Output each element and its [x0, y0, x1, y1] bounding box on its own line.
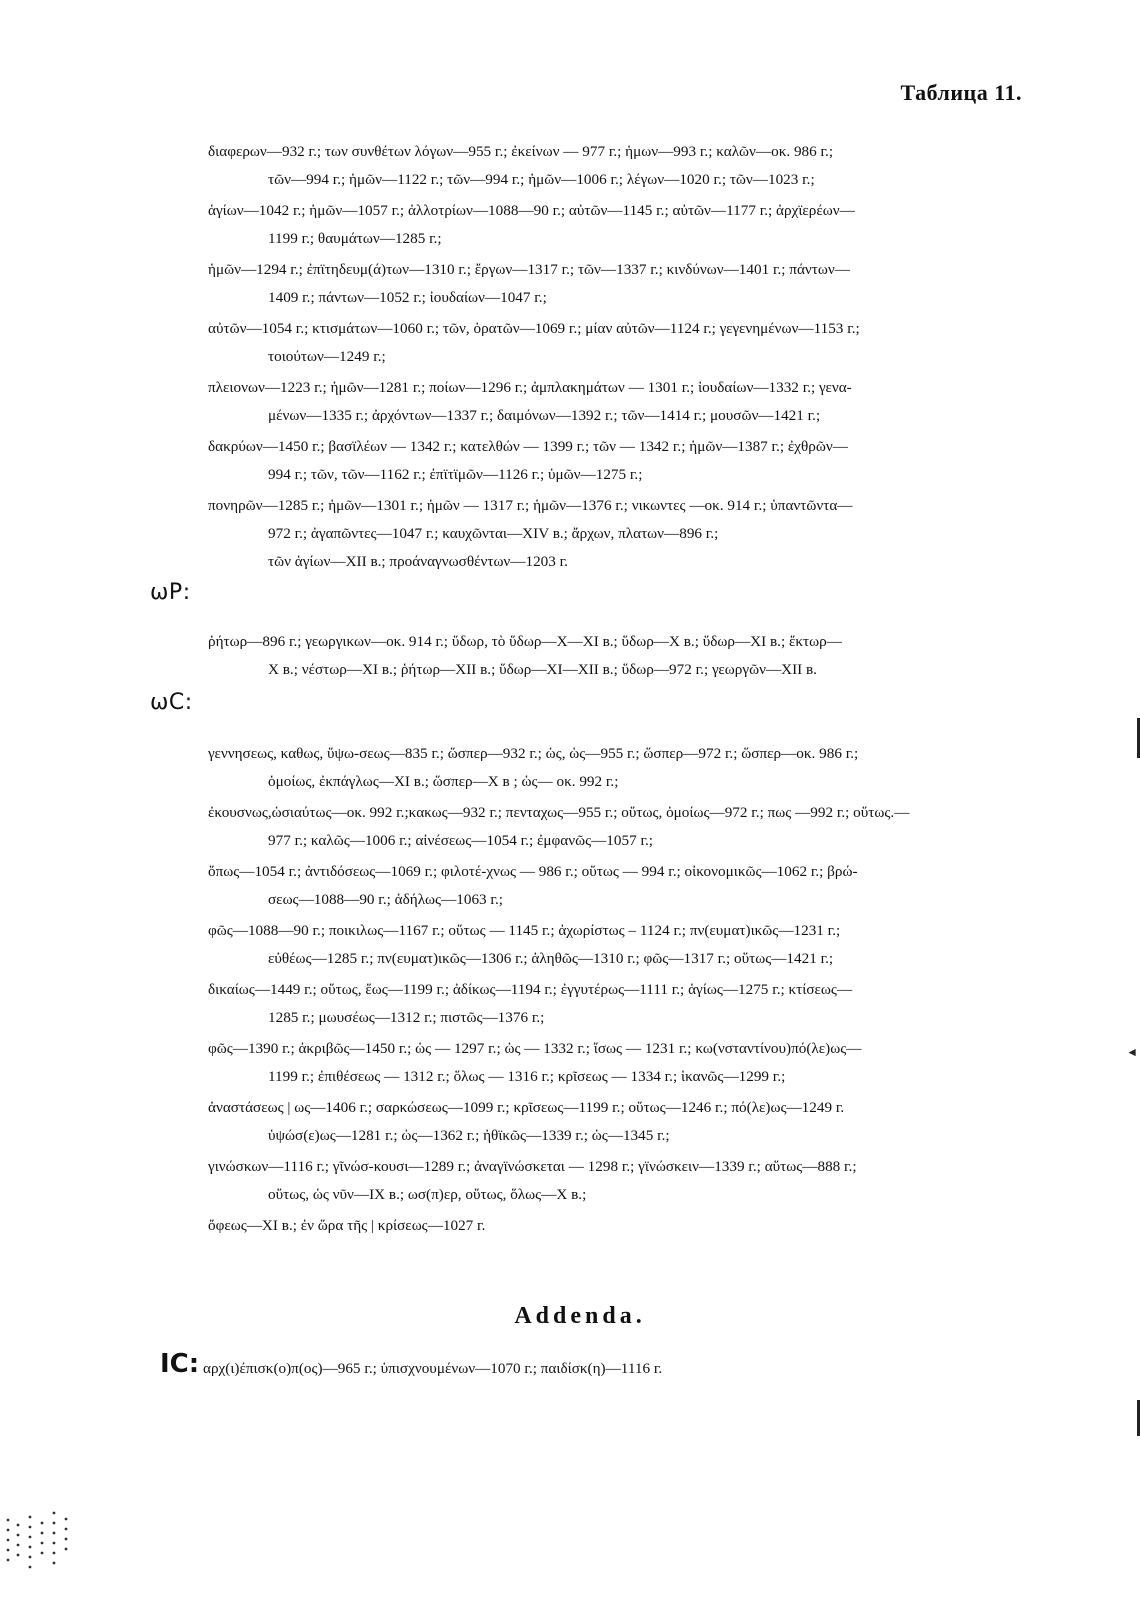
entry-line-continuation: 1199 г.; ἐπιθέσεως — 1312 г.; ὅλως — 1316 г.; κρῖσεως — 1334 г.; ἱκανῶς—1299 г.; [268, 1068, 786, 1085]
entry-line-continuation: X в.; νέστωρ—XI в.; ῥήτωρ—XII в.; ὕδωρ—XI—XII в.; ὕδωρ—972 г.; γεωργῶν—XII в. [268, 661, 817, 678]
entry-line: φῶς—1088—90 г.; ποικιλως—1167 г.; οὕτως — 1145 г.; ἀχωρίστως – 1124 г.; πν(ευματ)ικῶς—1231 г.; [208, 922, 841, 939]
index-entry [208, 976, 1038, 1032]
entry-line-continuation: ὑψώσ(ε)ως—1281 г.; ὡς—1362 г.; ἠθϊκῶς—1339 г.; ὡς—1345 г.; [268, 1127, 670, 1144]
entry-line: φῶς—1390 г.; ἀκριβῶς—1450 г.; ὡς — 1297 г.; ὡς — 1332 г.; ἴσως — 1231 г.; κω(νσταντίνου)πό(λε)ως— [208, 1040, 862, 1057]
entry-line-continuation: οὕτως, ὡς νῦν—IX в.; ωσ(π)ερ, οὕτως, ὅλως—X в.; [268, 1186, 587, 1203]
entry-line: ἁγίων—1042 г.; ἡμῶν—1057 г.; ἀλλοτρίων—1088—90 г.; αὐτῶν—1145 г.; αὐτῶν—1177 г.; ἀρχϊερέων— [208, 202, 855, 219]
index-entry [208, 433, 1038, 489]
entry-line: γεννησεως, καθως, ὕψω-σεως—835 г.; ὥσπερ—932 г.; ὡς, ὡς—955 г.; ὥσπερ—972 г.; ὥσπερ—οκ. 986 г.; [208, 745, 859, 762]
index-entry [208, 740, 1038, 796]
index-entry [208, 197, 1038, 253]
index-entry [208, 917, 1038, 973]
entry-line: ῥήτωρ—896 г.; γεωργικων—οκ. 914 г.; ὕδωρ, τὸ ὕδωρ—X—XI в.; ὕδωρ—X в.; ὕδωρ—XI в.; ἕκτωρ— [208, 633, 842, 650]
margin-stamp-mark [0, 1505, 80, 1575]
scan-edge-arrow: ◄ [1126, 1045, 1138, 1059]
entry-line-continuation: 1199 г.; θαυμάτων—1285 г.; [268, 230, 442, 247]
index-entry [208, 858, 1038, 914]
entries-block-or [208, 628, 1038, 687]
index-entry [208, 315, 1038, 371]
entry-line: γινώσκων—1116 г.; γῖνώσ-κουσι—1289 г.; ἀναγϊνώσκεται — 1298 г.; γϊνώσκειν—1339 г.; αὕτως—888 г.; [208, 1158, 857, 1175]
entry-line-continuation: 972 г.; ἀγαπῶντες—1047 г.; καυχῶνται—XIV в.; ἄρχων, πλατων—896 г.; [268, 525, 719, 542]
section-label-os: ωC: [150, 690, 193, 715]
entry-line: ἀναστάσεως | ως—1406 г.; σαρκώσεως—1099 г.; κρῖσεως—1199 г.; οὕτως—1246 г.; πό(λε)ως—1249 г. [208, 1099, 845, 1116]
entry-line: αὐτῶν—1054 г.; κτισμάτων—1060 г.; τῶν, ὁρατῶν—1069 г.; μίαν αὐτῶν—1124 г.; γεγενημένων—1153 г.; [208, 320, 860, 337]
entry-line-continuation: 1285 г.; μωυσέως—1312 г.; πιστῶς—1376 г.; [268, 1009, 545, 1026]
addenda-entries: αρχ(ι)έπισκ(ο)π(ος)—965 г.; ὑπισχνουμένων—1070 г.; παιδίσκ(η)—1116 г. [203, 1360, 663, 1377]
entry-line: διαφερων—932 г.; των συνθέτων λόγων—955 г.; ἐκείνων — 977 г.; ἡμων—993 г.; καλῶν—οκ. 986 г.; [208, 143, 834, 160]
index-entry [208, 374, 1038, 430]
index-entry [208, 1153, 1038, 1209]
section-label-or: ωΡ: [150, 580, 191, 605]
index-entry [208, 1035, 1038, 1091]
entry-line: ἐκουσνως,ὡσιαύτως—οκ. 992 г.;κακως—932 г.; πενταχως—955 г.; οὕτως, ὁμοίως—972 г.; πως —992 г.; οὕτως.— [208, 804, 910, 821]
entry-line-continuation: 977 г.; καλῶς—1006 г.; αἰνέσεως—1054 г.; ἐμφανῶς—1057 г.; [268, 832, 654, 849]
index-entry [208, 256, 1038, 312]
entry-line-continuation: μένων—1335 г.; ἀρχόντων—1337 г.; δαιμόνων—1392 г.; τῶν—1414 г.; μουσῶν—1421 г.; [268, 407, 821, 424]
entry-line: πλειονων—1223 г.; ἡμῶν—1281 г.; ποίων—1296 г.; ἀμπλακημάτων — 1301 г.; ἰουδαίων—1332 г.; γενα- [208, 379, 852, 396]
index-entry [208, 1094, 1038, 1150]
entry-line: ὄφεως—XI в.; ἐν ὥρα τῆς | κρίσεως—1027 г. [208, 1217, 486, 1234]
entry-line-continuation: τοιούτων—1249 г.; [268, 348, 386, 365]
entries-block-os [208, 740, 1038, 1243]
entry-line-continuation: σεως—1088—90 г.; ἀδήλως—1063 г.; [268, 891, 503, 908]
index-entry [208, 628, 1038, 684]
entry-line: δακρύων—1450 г.; βασϊλέων — 1342 г.; κατελθών — 1399 г.; τῶν — 1342 г.; ἡμῶν—1387 г.; ἐχθρῶν— [208, 438, 848, 455]
entry-line: ἡμῶν—1294 г.; ἐπϊτηδευμ(ά)των—1310 г.; ἔργων—1317 г.; τῶν—1337 г.; κινδύνων—1401 г.; πάντων— [208, 261, 850, 278]
entry-line-continuation: τῶν—994 г.; ἡμῶν—1122 г.; τῶν—994 г.; ἡμῶν—1006 г.; λέγων—1020 г.; τῶν—1023 г.; [268, 171, 815, 188]
entry-line-continuation: ὁμοίως, ἐκπάγλως—XI в.; ὥσπερ—X в ; ὡς— οκ. 992 г.; [268, 773, 619, 790]
entry-line: ὅπως—1054 г.; ἀντιδόσεως—1069 г.; φιλοτέ-χνως — 986 г.; οὕτως — 994 г.; οἰκονομικῶς—1062 г.; βρώ- [208, 863, 858, 880]
addenda-label-ic: IC: [160, 1349, 200, 1379]
entry-line-continuation: εὐθέως—1285 г.; πν(ευματ)ικῶς—1306 г.; ἀληθῶς—1310 г.; φῶς—1317 г.; οὕτως—1421 г.; [268, 950, 834, 967]
index-entry [208, 138, 1038, 194]
index-entry [208, 799, 1038, 855]
index-entry [208, 492, 1038, 576]
entry-line: πονηρῶν—1285 г.; ἡμῶν—1301 г.; ἡμῶν — 1317 г.; ἡμῶν—1376 г.; νικωντες —οκ. 914 г.; ὑπαντῶντα— [208, 497, 853, 514]
page-title: Таблица 11. [900, 80, 1022, 105]
index-entry [208, 1212, 1038, 1240]
entry-line-continuation: 1409 г.; πάντων—1052 г.; ἰουδαίων—1047 г.; [268, 289, 547, 306]
entry-line: δικαίως—1449 г.; οὕτως, ἕως—1199 г.; ἀδίκως—1194 г.; ἐγγυτέρως—1111 г.; ἁγίως—1275 г.; κτίσεως— [208, 981, 853, 998]
entry-line-continuation: 994 г.; τῶν, τῶν—1162 г.; ἐπϊτϊμῶν—1126 г.; ὑμῶν—1275 г.; [268, 466, 643, 483]
entries-block-on [208, 138, 1038, 579]
addenda-title: Addenda. [514, 1303, 646, 1329]
entry-line-continuation: τῶν ἁγίων—XII в.; προάναγνωσθέντων—1203 г. [268, 553, 568, 570]
